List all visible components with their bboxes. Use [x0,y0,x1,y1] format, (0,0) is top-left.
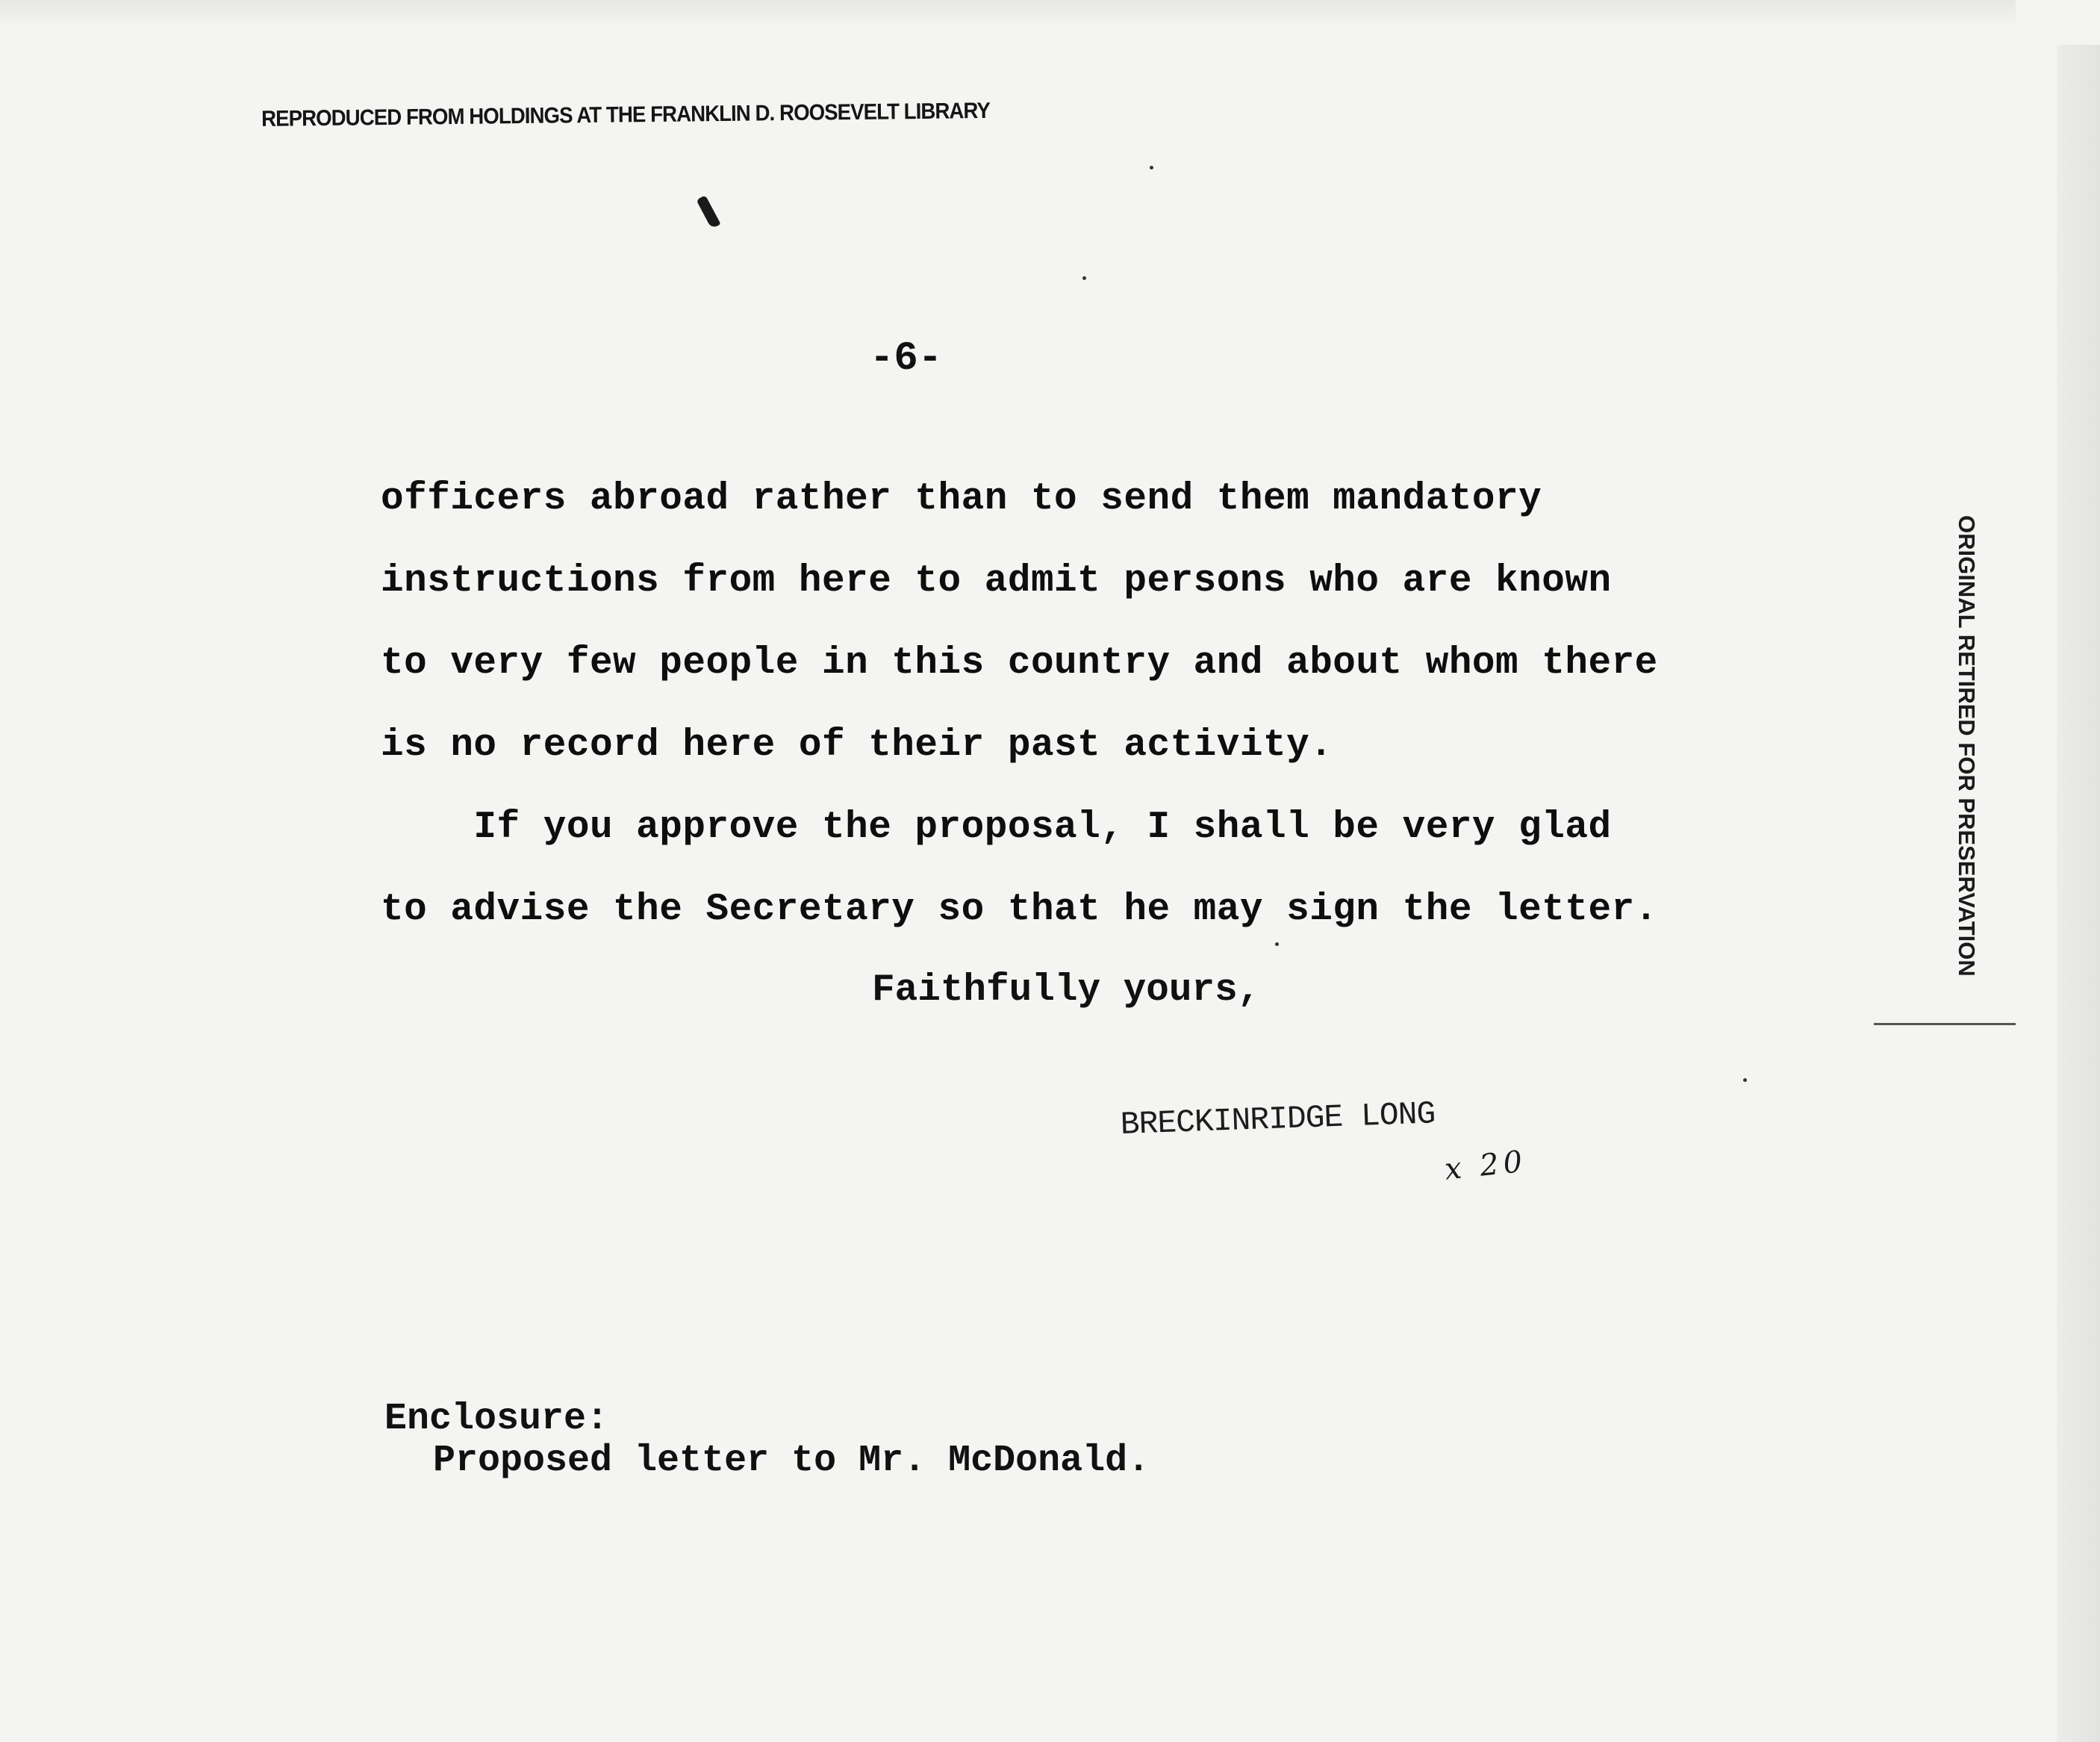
body-line-1: officers abroad rather than to send them mandatory [381,478,1542,520]
stamp-underline [1874,1023,2016,1025]
closing-salutation: Faithfully yours, [872,969,1261,1012]
library-header-stamp: REPRODUCED FROM HOLDINGS AT THE FRANKLIN D. ROOSEVELT LIBRARY [261,98,991,131]
enclosure-label: Enclosure: [384,1398,609,1440]
handwritten-note: x 20 [1442,1144,1529,1187]
scan-right-band [2057,45,2100,1742]
scan-top-edge [0,0,2016,25]
body-line-2: instructions from here to admit persons who are known [381,560,1612,603]
enclosure-item: Proposed letter to Mr. McDonald. [433,1440,1150,1482]
typed-signature: BRECKINRIDGE LONG [1120,1095,1436,1143]
speck [1743,1078,1747,1082]
body-line-6: to advise the Secretary so that he may sign the letter. [381,889,1658,931]
body-line-3: to very few people in this country and about whom there [381,642,1658,685]
page-number: -6- [870,336,943,382]
ink-mark [696,195,720,228]
speck [1275,942,1279,946]
body-line-4: is no record here of their past activity. [381,724,1333,767]
speck [1082,276,1086,280]
speck [1150,166,1153,169]
preservation-stamp: ORIGINAL RETIRED FOR PRESERVATION [1954,515,1980,977]
body-line-5: If you approve the proposal, I shall be very glad [381,806,1612,849]
